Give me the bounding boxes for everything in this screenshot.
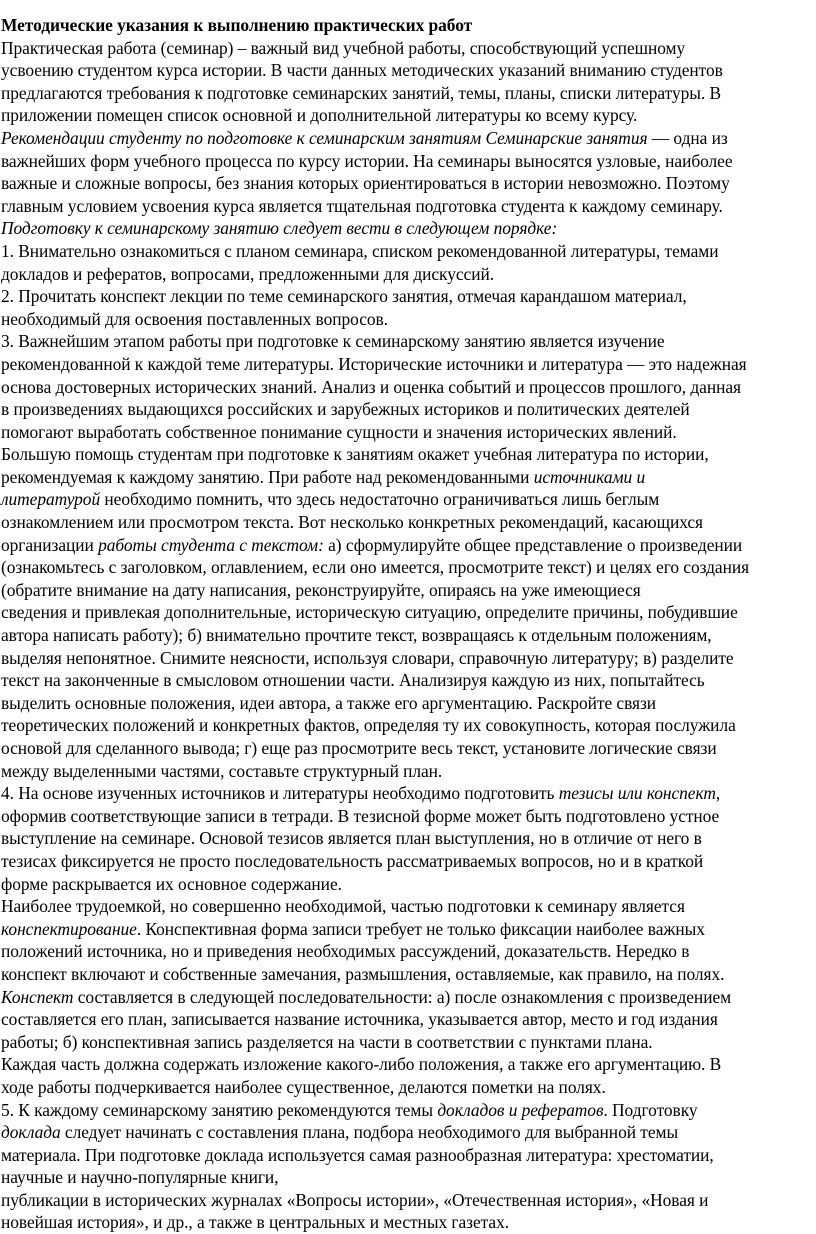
- text-run: 2. Прочитать конспект лекции по теме семинарского занятия, отмечая карандашом материал,: [1, 286, 687, 307]
- text-run: следует начинать с составления плана, подбора необходимого для выбранной темы: [60, 1122, 679, 1143]
- text-line: [1, 873, 812, 896]
- document-title: Методические указания к выполнению практических работ: [1, 15, 473, 35]
- text-line: [1, 172, 812, 195]
- text-line: [1, 1008, 812, 1031]
- text-run: приложении помещен список основной и дополнительной литературы ко всему курсу.: [1, 105, 638, 126]
- italic-text-run: докладов и рефератов: [437, 1099, 604, 1120]
- text-run: текст на законченные в смысловом отношении части. Анализируя каждую из них, попытайтесь: [1, 670, 705, 691]
- text-line: [1, 1076, 812, 1099]
- text-run: Большую помощь студентам при подготовке к занятиям окажет учебная литература по истории,: [1, 444, 709, 465]
- text-line: [1, 421, 812, 444]
- text-line: [1, 285, 812, 308]
- italic-text-run: литературой: [1, 489, 101, 510]
- text-run: новейшая история», и др., а также в центральных и местных газетах.: [1, 1212, 510, 1233]
- text-line: [1, 963, 812, 986]
- text-run: 4. На основе изученных источников и литературы необходимо подготовить: [1, 783, 559, 804]
- text-run: 1. Внимательно ознакомиться с планом семинара, списком рекомендованной литературы, темами: [1, 240, 719, 261]
- text-run: усвоению студентом курса истории. В части данных методических указаний вниманию студентов: [1, 60, 723, 81]
- text-line: [1, 918, 812, 941]
- text-run: (ознакомьтесь с заголовком, оглавлением, если оно имеется, просмотрите текст) и целях его создания: [1, 557, 750, 578]
- text-run: ознакомлением или просмотром текста. Вот несколько конкретных рекомендаций, касающихся: [1, 512, 703, 533]
- text-run: а) сформулируйте общее представление о произведении: [323, 534, 743, 555]
- text-line: [1, 986, 812, 1009]
- text-run: рекомендуемая к каждому занятию. При работе над рекомендованными: [1, 466, 534, 487]
- text-run: важнейших форм учебного процесса по курсу истории. На семинары выносятся узловые, наиболее: [1, 150, 733, 171]
- text-line: [1, 760, 812, 783]
- text-run: выделить основные положения, идеи автора, а также его аргументацию. Раскройте связи: [1, 692, 657, 713]
- text-line: [1, 827, 812, 850]
- text-line: [1, 1099, 812, 1122]
- text-line: [1, 1189, 812, 1212]
- document-body: [1, 37, 812, 1234]
- text-line: [1, 940, 812, 963]
- text-run: докладов и рефератов, вопросами, предложенными для дискуссий.: [1, 263, 495, 284]
- italic-text-run: Конспект: [1, 986, 74, 1007]
- text-run: организации: [1, 534, 99, 555]
- text-line: [1, 1166, 812, 1189]
- text-line: [1, 398, 812, 421]
- italic-text-run: источниками и: [533, 466, 646, 487]
- text-run: важные и сложные вопросы, без знания которых ориентироваться в истории невозможно. Поэтому: [1, 173, 730, 194]
- text-run: теоретических положений и конкретных фактов, определяя ту их совокупность, которая послужила: [1, 715, 736, 736]
- text-line: [1, 150, 812, 173]
- text-line: [1, 240, 812, 263]
- text-run: научные и научно-популярные книги,: [1, 1167, 279, 1188]
- text-line: [1, 737, 812, 760]
- text-run: предлагаются требования к подготовке семинарских занятий, темы, планы, списки литературы. В: [1, 82, 722, 103]
- text-line: [1, 308, 812, 331]
- text-line: [1, 579, 812, 602]
- text-run: Наиболее трудоемкой, но совершенно необходимой, частью подготовки к семинару является: [1, 896, 685, 917]
- text-run: материала. При подготовке доклада используется самая разнообразная литература: хрестоматии,: [1, 1144, 714, 1165]
- text-run: оформив соответствующие записи в тетради. В тезисной форме может быть подготовлено устное: [1, 805, 720, 826]
- text-line: [1, 511, 812, 534]
- text-run: форме раскрывается их основное содержание.: [1, 873, 342, 894]
- text-line: [1, 1031, 812, 1054]
- italic-text-run: доклада: [1, 1122, 61, 1143]
- text-run: ,: [715, 783, 721, 804]
- text-run: . Подготовку: [603, 1099, 698, 1120]
- text-line: [1, 488, 812, 511]
- text-run: 3. Важнейшим этапом работы при подготовке к семинарскому занятию является изучение: [1, 331, 665, 352]
- text-line: [1, 466, 812, 489]
- text-run: между выделенными частями, составьте структурный план.: [1, 760, 443, 781]
- text-run: основой для сделанного вывода; г) еще раз просмотрите весь текст, установите логические связи: [1, 738, 717, 758]
- text-line: [1, 104, 812, 127]
- text-run: — одна из: [647, 127, 728, 148]
- text-run: (обратите внимание на дату написания, реконструируйте, опираясь на уже имеющиеся: [1, 579, 641, 600]
- italic-text-run: Подготовку к семинарскому занятию следует вести в следующем порядке:: [1, 218, 558, 239]
- text-line: [1, 1053, 812, 1076]
- text-line: [1, 624, 812, 647]
- text-run: сведения и привлекая дополнительные, историческую ситуацию, определите причины, побудившие: [1, 602, 738, 623]
- text-run: . Конспективная форма записи требует не только фиксации наиболее важных: [136, 918, 705, 939]
- text-run: тезисах фиксируется не просто последовательность рассматриваемых вопросов, но и в краткой: [1, 850, 704, 871]
- text-line: [1, 782, 812, 805]
- text-run: помогают выработать собственное понимание сущности и значения исторических явлений.: [1, 421, 677, 442]
- text-run: выступление на семинаре. Основой тезисов является план выступления, но в отличие от него в: [1, 828, 702, 849]
- text-line: [1, 195, 812, 218]
- text-line: [1, 601, 812, 624]
- text-line: [1, 1211, 812, 1234]
- text-line: [1, 692, 812, 715]
- italic-text-run: конспектирование: [1, 918, 137, 939]
- text-run: составляется в следующей последовательности: а) после ознакомления с произведением: [73, 986, 732, 1007]
- text-line: [1, 714, 812, 737]
- text-line: [1, 376, 812, 399]
- text-line: [1, 37, 812, 60]
- text-line: [1, 443, 812, 466]
- text-run: автора написать работу); б) внимательно прочтите текст, возвращаясь к отдельным положениям,: [1, 625, 712, 646]
- italic-text-run: тезисы или конспект: [558, 783, 716, 804]
- text-run: главным условием усвоения курса является тщательная подготовка студента к каждому семинару.: [1, 195, 723, 216]
- text-line: [1, 263, 812, 286]
- text-line: [1, 353, 812, 376]
- italic-text-run: Рекомендации студенту по подготовке к семинарским занятиям Семинарские занятия: [1, 127, 648, 148]
- text-line: [1, 556, 812, 579]
- text-run: необходимый для освоения поставленных вопросов.: [1, 308, 388, 329]
- text-run: выделяя непонятное. Снимите неясности, используя словари, справочную литературу; в) разделите: [1, 647, 734, 668]
- italic-text-run: работы студента с текстом:: [98, 534, 324, 555]
- text-run: публикации в исторических журналах «Вопросы истории», «Отечественная история», «Новая и: [1, 1189, 709, 1210]
- text-line: [1, 330, 812, 353]
- text-run: необходимо помнить, что здесь недостаточно ограничиваться лишь беглым: [100, 489, 660, 510]
- text-line: [1, 217, 812, 240]
- text-line: [1, 850, 812, 873]
- text-run: основа достоверных исторических знаний. Анализ и оценка событий и процессов прошлого, данная: [1, 376, 741, 397]
- text-line: [1, 805, 812, 828]
- text-line: [1, 59, 812, 82]
- text-line: [1, 895, 812, 918]
- text-run: ходе работы подчеркивается наиболее существенное, делаются пометки на полях.: [1, 1076, 606, 1097]
- text-run: Практическая работа (семинар) – важный вид учебной работы, способствующий успешному: [1, 37, 686, 58]
- text-line: [1, 647, 812, 670]
- text-run: составляется его план, записывается название источника, указывается автор, место и год издания: [1, 1009, 718, 1030]
- text-line: [1, 82, 812, 105]
- text-line: [1, 669, 812, 692]
- text-run: в произведениях выдающихся российских и зарубежных историков и политических деятелей: [1, 399, 690, 420]
- text-line: [1, 1144, 812, 1167]
- text-run: 5. К каждому семинарскому занятию рекомендуются темы: [1, 1099, 438, 1120]
- text-run: положений источника, но и приведения необходимых рассуждений, доказательств. Нередко в: [1, 941, 690, 962]
- text-run: рекомендованной к каждой теме литературы. Исторические источники и литература — это надежная: [1, 353, 747, 374]
- text-run: работы; б) конспективная запись разделяется на части в соответствии с пунктами плана.: [1, 1031, 653, 1052]
- text-run: конспект включают и собственные замечания, размышления, оставляемые, как правило, на полях.: [1, 963, 725, 984]
- text-line: [1, 534, 812, 557]
- text-line: [1, 127, 812, 150]
- text-run: Каждая часть должна содержать изложение какого-либо положения, а также его аргументацию. В: [1, 1054, 722, 1075]
- text-line: [1, 1121, 812, 1144]
